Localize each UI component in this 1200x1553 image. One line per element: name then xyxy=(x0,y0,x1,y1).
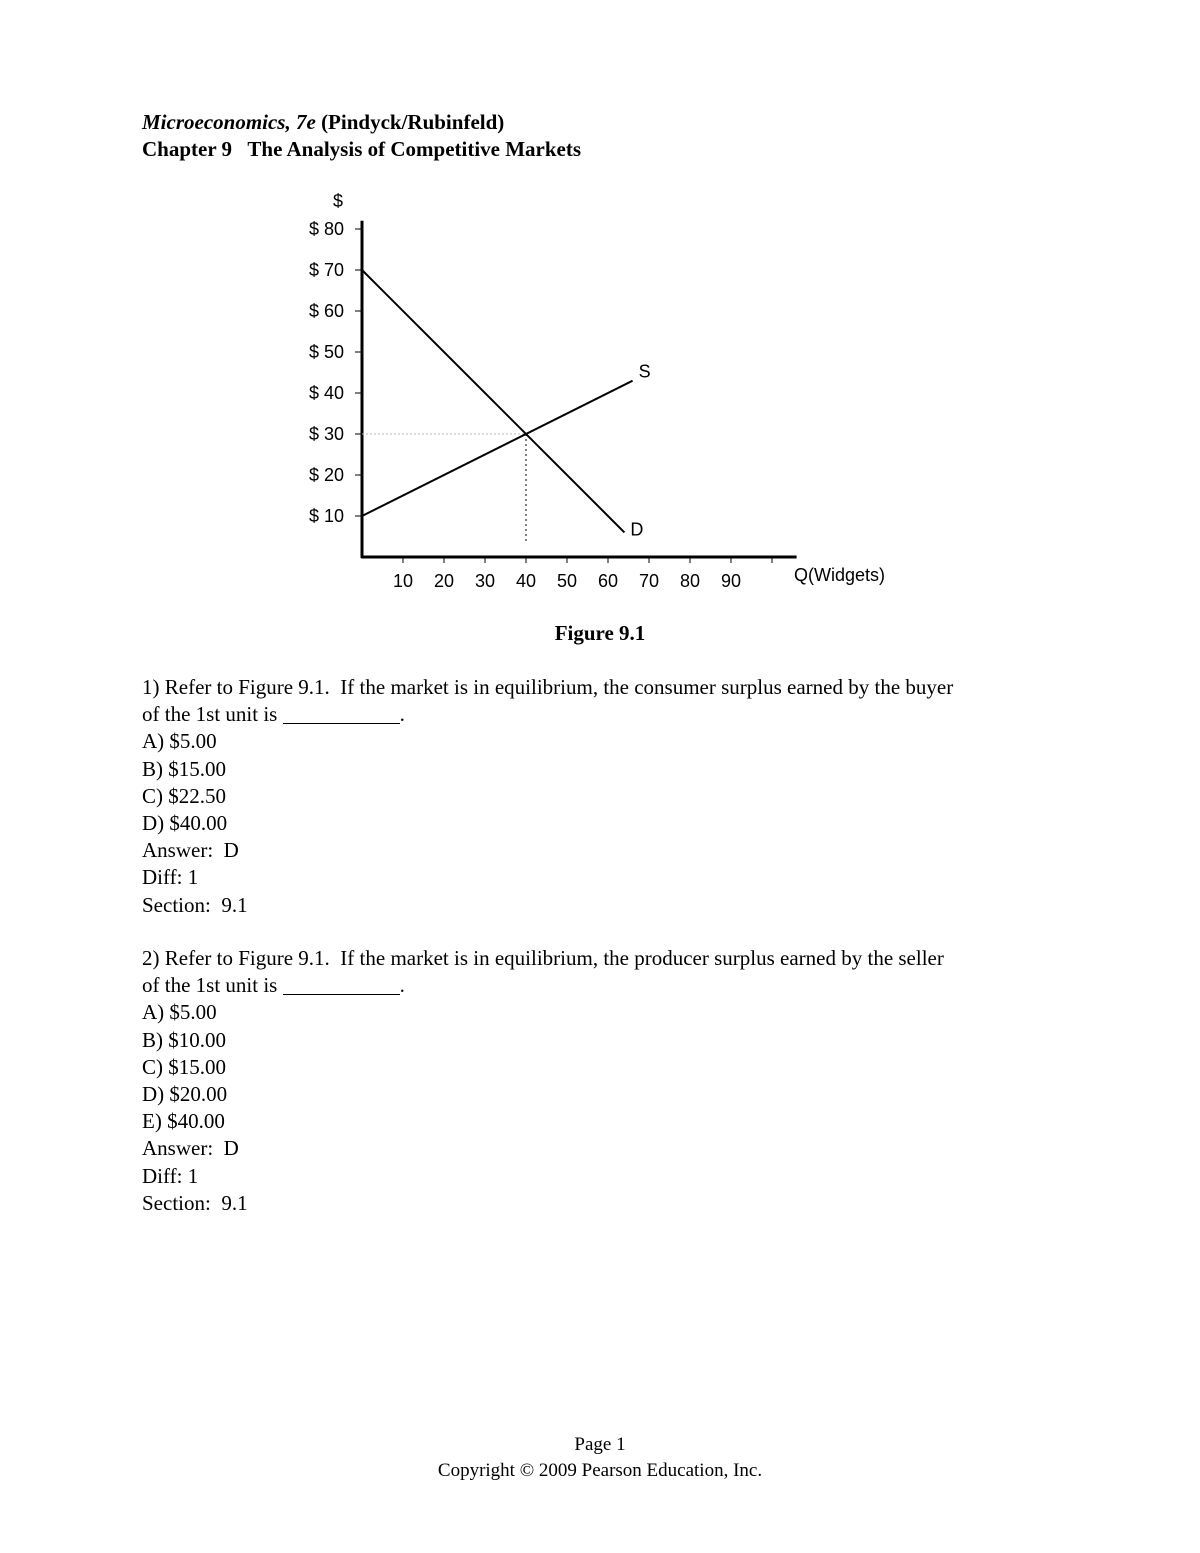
x-axis-label: Q(Widgets) xyxy=(794,565,886,585)
series-label-d: D xyxy=(630,519,644,540)
difficulty-line: Diff: 1 xyxy=(142,865,199,890)
series-label-s: S xyxy=(638,361,651,382)
answer-blank xyxy=(283,974,400,995)
y-tick-label: $ 30 xyxy=(308,424,344,444)
supply-demand-chart xyxy=(0,0,1200,610)
section-line: Section: 9.1 xyxy=(142,892,248,917)
answer-line: Answer: D xyxy=(142,1136,239,1161)
y-tick-label: $ 60 xyxy=(308,301,344,321)
y-tick-label: $ 40 xyxy=(308,383,344,403)
question-2-line-1 xyxy=(142,945,944,972)
chapter-title: The Analysis of Competitive Markets xyxy=(247,137,582,161)
choice-a: A) $5.00 xyxy=(142,1000,217,1025)
choice-c: C) $22.50 xyxy=(142,783,226,808)
question-2-number: 2) xyxy=(142,946,160,970)
question-2-text: Refer to Figure 9.1. If the market is in equilibrium, the producer surplus earned by the seller xyxy=(164,946,944,970)
x-tick-label: 50 xyxy=(556,571,578,591)
question-1-line-1 xyxy=(142,674,953,701)
question-1-line-2: of the 1st unit is . xyxy=(142,702,405,727)
question-2-line-2: of the 1st unit is . xyxy=(142,973,405,998)
x-tick-label: 30 xyxy=(474,571,496,591)
book-authors: (Pindyck/Rubinfeld) xyxy=(321,110,505,134)
question-2 xyxy=(142,945,944,1217)
copyright: Copyright © 2009 Pearson Education, Inc. xyxy=(437,1460,763,1481)
choice-e: E) $40.00 xyxy=(142,1109,225,1134)
x-tick-label: 80 xyxy=(679,571,701,591)
x-tick-label: 40 xyxy=(515,571,537,591)
choice-c: C) $15.00 xyxy=(142,1054,226,1079)
choice-b: B) $10.00 xyxy=(142,1027,226,1052)
x-tick-label: 10 xyxy=(392,571,414,591)
y-axis-label: $ xyxy=(332,191,344,211)
page-number: Page 1 xyxy=(574,1434,626,1455)
choice-d: D) $40.00 xyxy=(142,811,228,836)
y-tick-label: $ 50 xyxy=(308,342,344,362)
figure-caption: Figure 9.1 xyxy=(554,621,646,645)
difficulty-line: Diff: 1 xyxy=(142,1163,199,1188)
y-tick-label: $ 10 xyxy=(308,506,344,526)
question-2-text-cont: of the 1st unit is xyxy=(142,973,278,998)
book-title: Microeconomics, 7e xyxy=(142,110,316,134)
x-tick-label: 20 xyxy=(433,571,455,591)
choice-a: A) $5.00 xyxy=(142,729,217,754)
series-line-d xyxy=(362,270,624,532)
answer-line: Answer: D xyxy=(142,838,239,863)
question-1-text: Refer to Figure 9.1. If the market is in equilibrium, the consumer surplus earned by the buyer xyxy=(164,675,954,699)
x-tick-label: 90 xyxy=(720,571,742,591)
chapter-number: Chapter 9 xyxy=(142,137,233,161)
choice-d: D) $20.00 xyxy=(142,1082,228,1107)
section-line: Section: 9.1 xyxy=(142,1190,248,1215)
answer-blank xyxy=(283,703,400,724)
y-tick-label: $ 70 xyxy=(308,260,344,280)
x-tick-label: 70 xyxy=(638,571,660,591)
choice-b: B) $15.00 xyxy=(142,756,226,781)
series-line-s xyxy=(362,381,633,516)
y-tick-label: $ 80 xyxy=(308,219,344,239)
question-1-text-cont: of the 1st unit is xyxy=(142,702,278,727)
y-tick-label: $ 20 xyxy=(308,465,344,485)
question-1 xyxy=(142,674,953,919)
question-1-number: 1) xyxy=(142,675,160,699)
x-tick-label: 60 xyxy=(597,571,619,591)
